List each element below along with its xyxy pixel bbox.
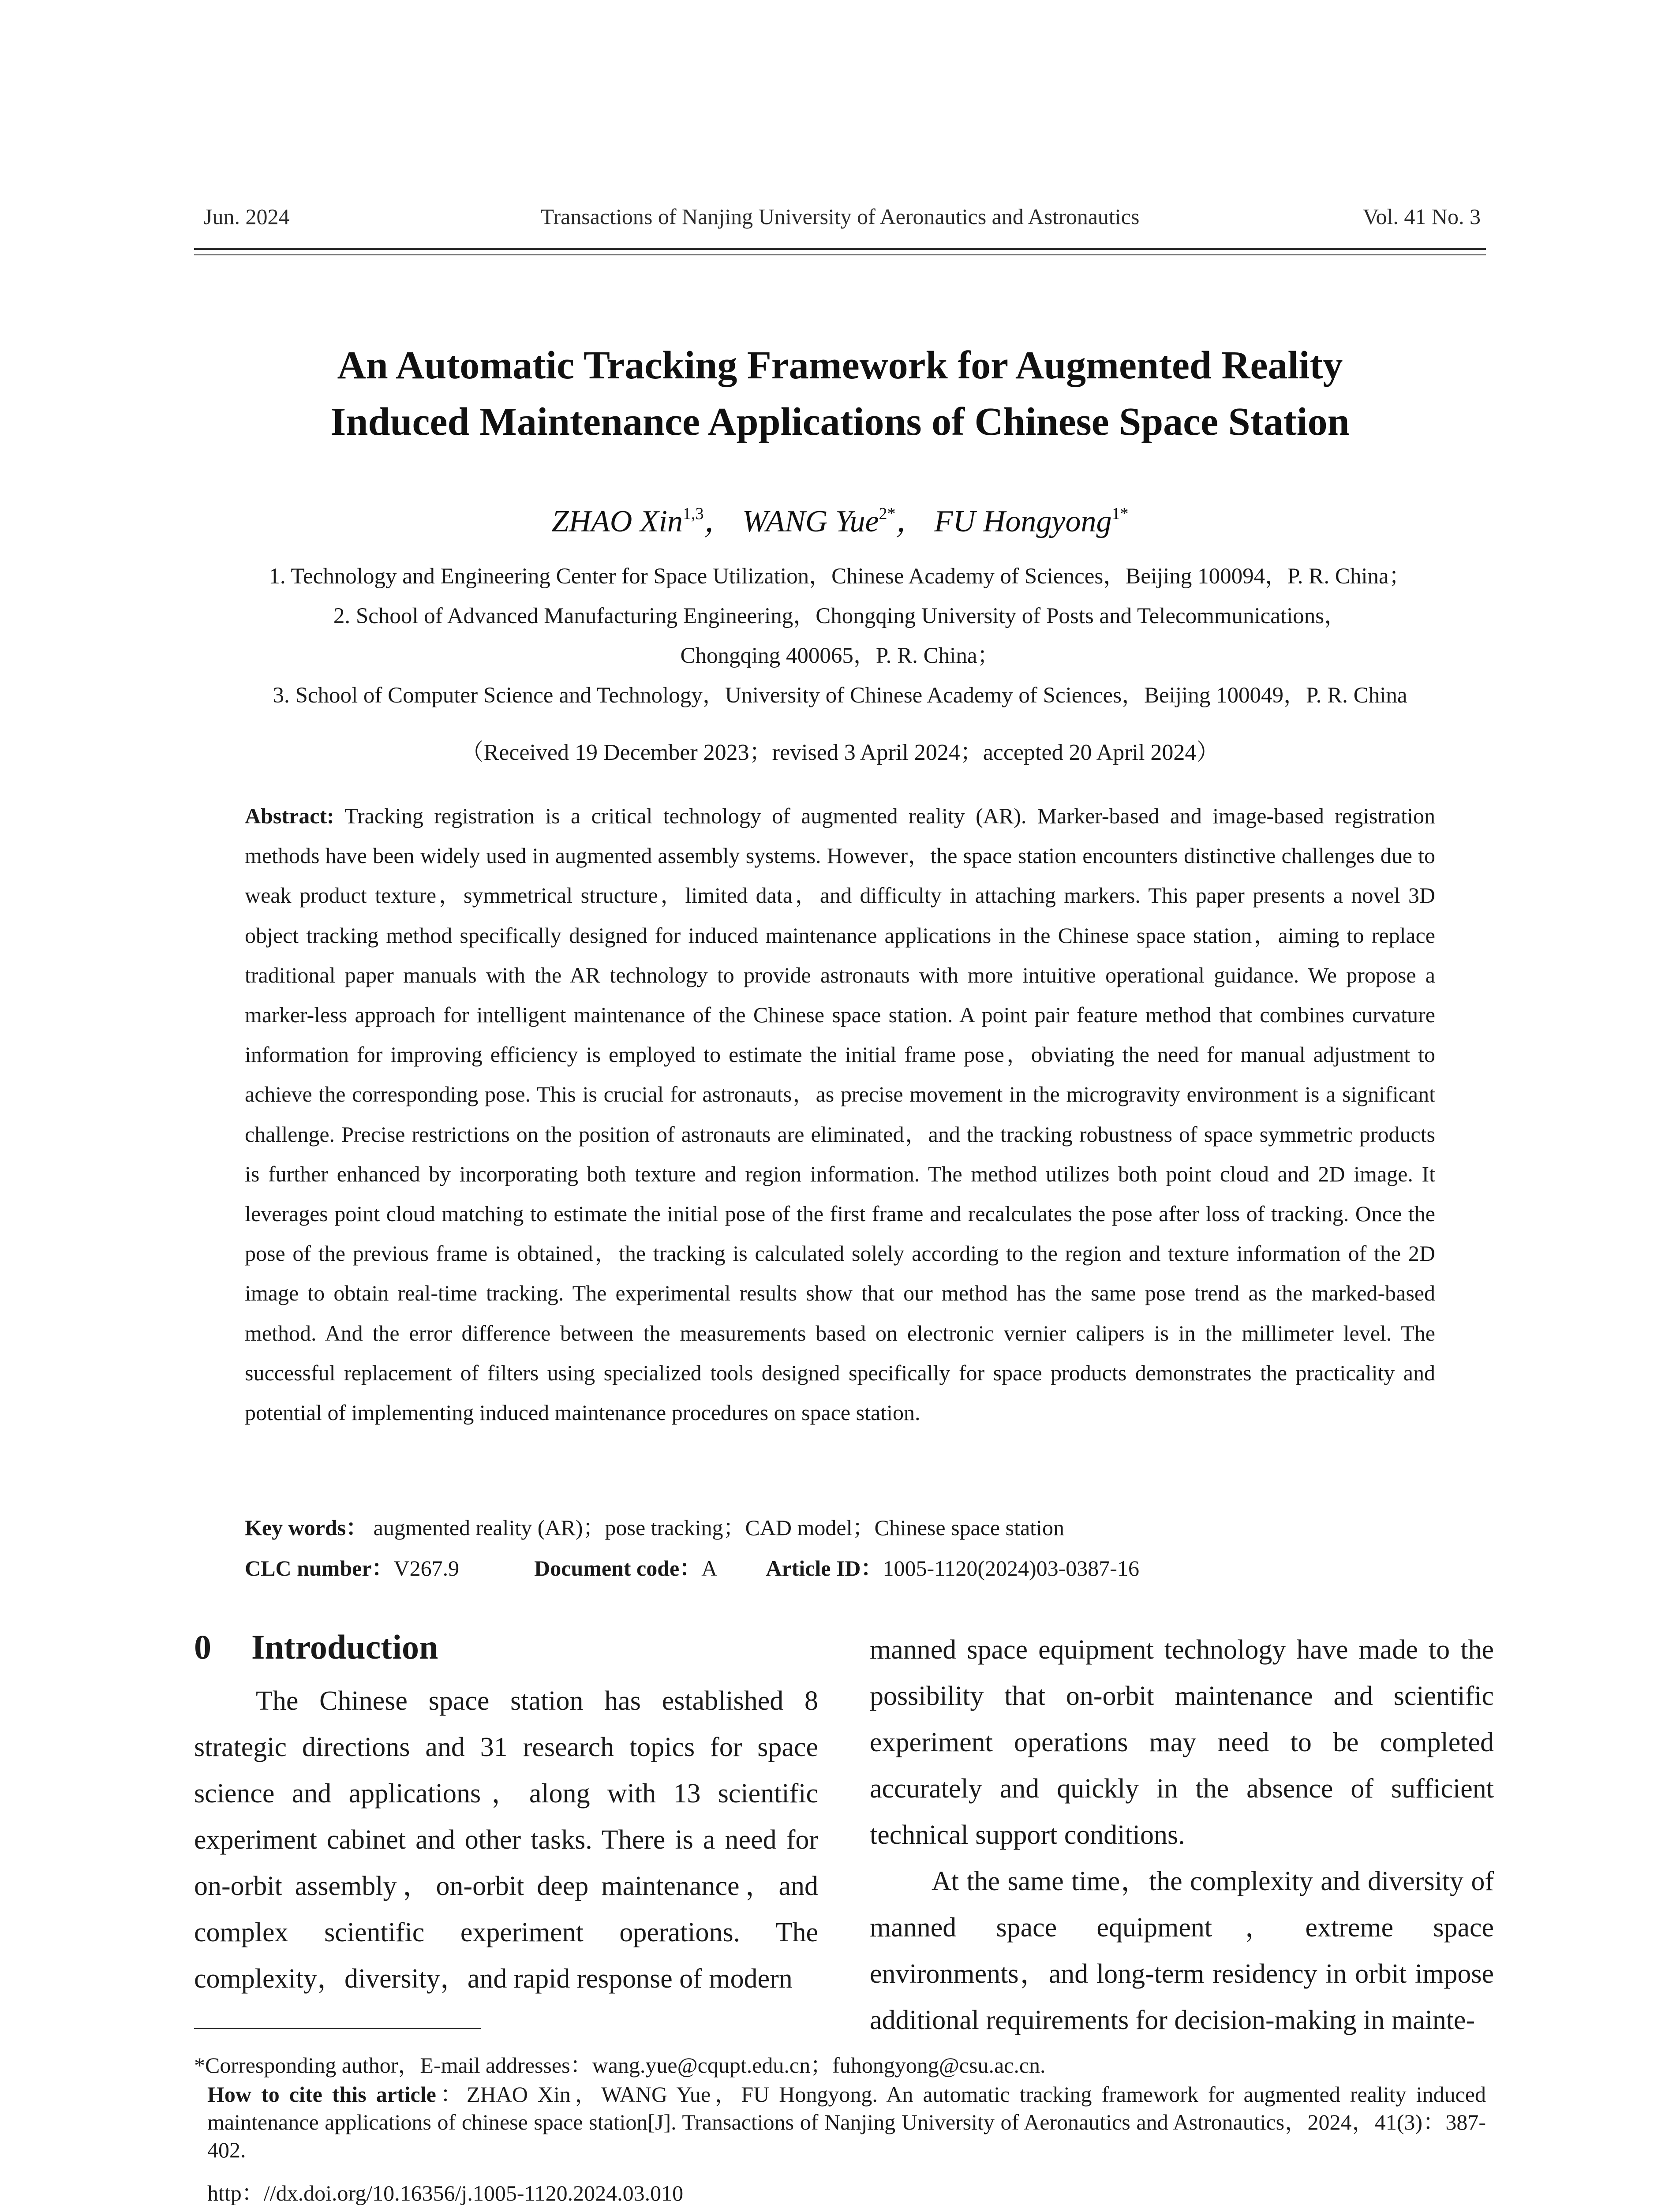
- volume-number: Vol. 41 No. 3: [1362, 204, 1481, 229]
- citation-label: How to cite this article: [207, 2082, 436, 2107]
- issue-date: Jun. 2024: [204, 204, 290, 229]
- title-line-1: An Automatic Tracking Framework for Augmented Reality: [337, 344, 1343, 387]
- citation-text: ：ZHAO Xin，WANG Yue，FU Hongyong. An automatic tracking framework for augmented reality induced maintenance applications of chinese space station[J]. Transactions of Nanjing University of Aeronautics and Astronautics，2024，41(3)：387-402.: [207, 2082, 1486, 2162]
- author-affiliation-mark: 1*: [1111, 504, 1129, 523]
- keywords-label: Key words：: [245, 1515, 368, 1540]
- header-rule-thick: [194, 248, 1486, 250]
- classification-line: [245, 1551, 1435, 1582]
- author-name: FU Hongyong: [934, 505, 1112, 538]
- author-name: ZHAO Xin: [551, 505, 683, 538]
- running-header: [194, 204, 1486, 235]
- received-dates: （Received 19 December 2023；revised 3 April 2024；accepted 20 April 2024）: [460, 740, 1220, 765]
- author-separator: ，: [895, 505, 927, 538]
- left-column: [194, 1678, 818, 2002]
- document-code-value: A: [701, 1556, 718, 1581]
- author-name: WANG Yue: [742, 505, 879, 538]
- journal-name: Transactions of Nanjing University of Aeronautics and Astronautics: [540, 204, 1140, 229]
- title-line-2: Induced Maintenance Applications of Chinese Space Station: [330, 400, 1350, 444]
- abstract-text: Tracking registration is a critical technology of augmented reality (AR). Marker-based and image-based registration methods have been widely used in augmented assembly systems. However，the space station encounters distinctive challenges due to weak product texture，symmetrical structure，limited data，and difficulty in attaching markers. This paper presents a novel 3D object tracking method specifically designed for induced maintenance applications in the Chinese space station，aiming to replace traditional paper manuals with the AR technology to provide astronauts with more intuitive operational guidance. We propose a marker-less approach for intelligent maintenance of the Chinese space station. A point pair feature method that combines curvature information for improving efficiency is employed to estimate the initial frame pose，obviating the need for manual adjustment to achieve the corresponding pose. This is crucial for astronauts，as precise movement in the microgravity environment is a significant challenge. Precise restrictions on the position of astronauts are eliminated，and the tracking robustness of space symmetric products is further enhanced by incorporating both texture and region information. The method utilizes both point cloud and 2D image. It leverages point cloud matching to estimate the initial pose of the first frame and recalculates the pose after loss of tracking. Once the pose of the previous frame is obtained，the tracking is calculated solely according to the region and texture information of the 2D image to obtain real-time tracking. The experimental results show that our method has the same pose trend as the marked-based method. And the error difference between the measurements based on electronic vernier calipers is in the millimeter level. The successful replacement of filters using specialized tools designed specifically for space products demonstrates the practicality and potential of implementing induced maintenance procedures on space station.: [245, 804, 1435, 1425]
- affiliation-line: 2. School of Advanced Manufacturing Engineering，Chongqing University of Posts and Telecommunications，: [333, 604, 1347, 628]
- author-affiliation-mark: 1,3: [683, 504, 704, 523]
- right-column: [870, 1627, 1494, 2044]
- section-number: 0: [194, 1628, 211, 1666]
- clc-value: V267.9: [393, 1556, 460, 1581]
- footnote-rule: [194, 2028, 481, 2029]
- body-paragraph: The Chinese space station has established 8 strategic directions and 31 research topics for space science and applications，along with 13 scientific experiment cabinet and other tasks. There is a need for on-orbit assembly，on-orbit deep maintenance，and complex scientific experiment operations. The complexity，diversity，and rapid response of modern: [194, 1686, 818, 1994]
- section-title: Introduction: [251, 1628, 438, 1666]
- affiliation-line: 1. Technology and Engineering Center for Space Utilization，Chinese Academy of Sciences，Beijing 100094，P. R. China；: [269, 564, 1411, 589]
- header-rule-thin: [194, 254, 1486, 255]
- section-heading: [194, 1627, 438, 1667]
- article-id-label: Article ID：: [766, 1556, 883, 1581]
- keywords: [245, 1510, 1435, 1542]
- paper-title: [132, 337, 1548, 450]
- document-code-label: Document code：: [534, 1556, 702, 1581]
- abstract: [245, 796, 1435, 1432]
- doi-link[interactable]: http：//dx.doi.org/10.16356/j.1005-1120.2024.03.010: [207, 2181, 684, 2205]
- citation-note: [207, 2081, 1486, 2164]
- body-paragraph: manned space equipment technology have made to the possibility that on-orbit maintenance and scientific experiment operations may need to be completed accurately and quickly in the absence of sufficient technical support conditions.: [870, 1635, 1494, 1850]
- corresponding-author-note: *Corresponding author，E-mail addresses：wang.yue@cqupt.edu.cn；fuhongyong@csu.ac.cn.: [194, 2053, 1046, 2078]
- clc-label: CLC number：: [245, 1556, 394, 1581]
- abstract-label: Abstract:: [245, 804, 334, 828]
- body-paragraph: At the same time，the complexity and diversity of manned space equipment，extreme space environments，and long-term residency in orbit impose additional requirements for decision-making in mainte-: [870, 1866, 1494, 2035]
- author-separator: ，: [703, 505, 735, 538]
- article-id-value: 1005-1120(2024)03-0387-16: [883, 1556, 1139, 1581]
- affiliation-line: 3. School of Computer Science and Technology，University of Chinese Academy of Sciences，Beijing 100049，P. R. China: [273, 683, 1407, 708]
- author-affiliation-mark: 2*: [879, 504, 896, 523]
- keywords-text: augmented reality (AR)；pose tracking；CAD model；Chinese space station: [373, 1515, 1064, 1540]
- author-list: [132, 496, 1548, 541]
- affiliations: [146, 557, 1534, 715]
- affiliation-line: Chongqing 400065，P. R. China；: [680, 643, 1000, 668]
